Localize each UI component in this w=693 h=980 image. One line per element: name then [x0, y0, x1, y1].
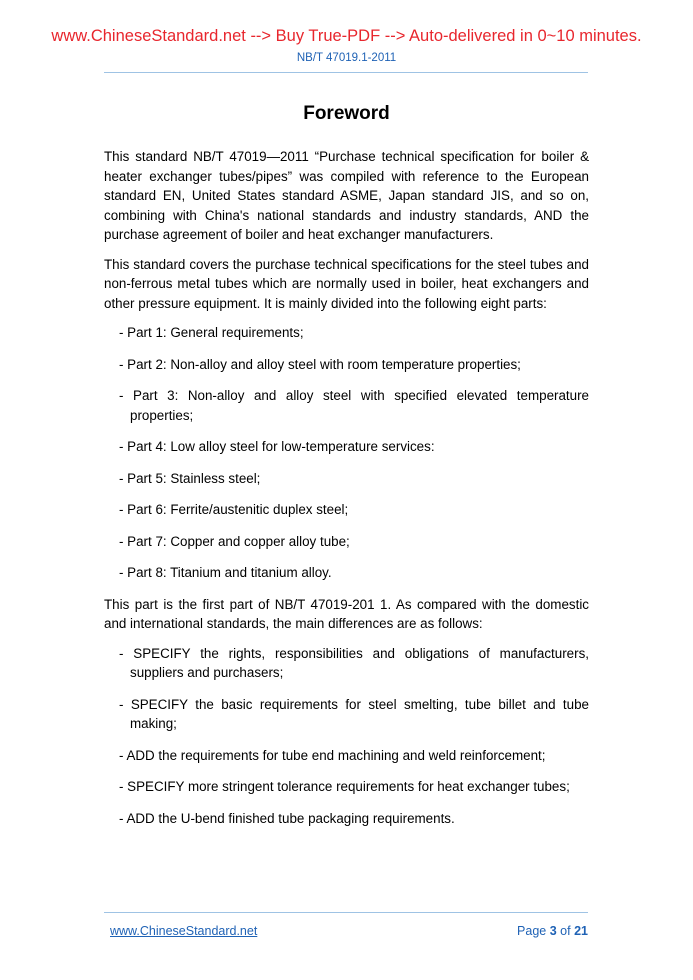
list-item: - Part 8: Titanium and titanium alloy. — [119, 565, 332, 580]
paragraph-scope: This standard covers the purchase technical specifications for the steel tubes and non-ferrous metal tubes which are normally used in boiler, heat exchangers and other pressure equipment. It is mainly divided into the following eight parts: — [104, 256, 589, 311]
list-item: - ADD the U-bend finished tube packaging requirements. — [119, 810, 455, 826]
paragraph-intro: This standard NB/T 47019—2011 “Purchase technical specification for boiler & heater exchanger tubes/pipes” was compiled with reference to the European standard EN, United States standard ASME, Japan standard JIS, and so on, combining with China's national standards and industry standards, AND the purchase agreement of boiler and heat exchanger manufacturers. — [104, 149, 589, 242]
page-number — [517, 924, 588, 938]
differences-list — [104, 644, 589, 829]
list-item: - SPECIFY more stringent tolerance requirements for heat exchanger tubes; — [119, 779, 570, 794]
list-item: - SPECIFY the basic requirements for steel smelting, tube billet and tube making; — [119, 696, 589, 731]
page-of: of — [560, 924, 571, 938]
list-item: - Part 4: Low alloy steel for low-temperature services: — [119, 439, 435, 454]
page-title: Foreword — [303, 103, 390, 124]
page-total: 21 — [574, 924, 588, 938]
list-item: - Part 6: Ferrite/austenitic duplex steel; — [119, 502, 349, 517]
list-item: - Part 2: Non-alloy and alloy steel with room temperature properties; — [119, 356, 521, 372]
footer-divider — [104, 912, 588, 913]
footer-website-link[interactable]: www.ChineseStandard.net — [110, 924, 258, 938]
header-divider — [104, 72, 588, 73]
document-id: NB/T 47019.1-2011 — [296, 52, 397, 64]
paragraph-differences: This part is the first part of NB/T 47019-201 1. As compared with the domestic and international standards, the main differences are as follows: — [104, 596, 589, 631]
list-item: - Part 3: Non-alloy and alloy steel with specified elevated temperature properties; — [119, 388, 589, 423]
list-item: - ADD the requirements for tube end machining and weld reinforcement; — [119, 747, 546, 763]
foreword-body — [104, 147, 589, 840]
list-item: - Part 1: General requirements; — [119, 325, 304, 340]
page-label: Page — [517, 924, 547, 938]
parts-list — [104, 323, 589, 583]
list-item: - Part 5: Stainless steel; — [119, 470, 261, 486]
list-item: - Part 7: Copper and copper alloy tube; — [119, 533, 350, 549]
promo-banner[interactable]: www.ChineseStandard.net --> Buy True-PDF --> Auto-delivered in 0~10 minutes. — [51, 27, 642, 45]
list-item: - SPECIFY the rights, responsibilities and obligations of manufacturers, suppliers and purchasers; — [119, 645, 589, 680]
page-current: 3 — [549, 924, 557, 938]
